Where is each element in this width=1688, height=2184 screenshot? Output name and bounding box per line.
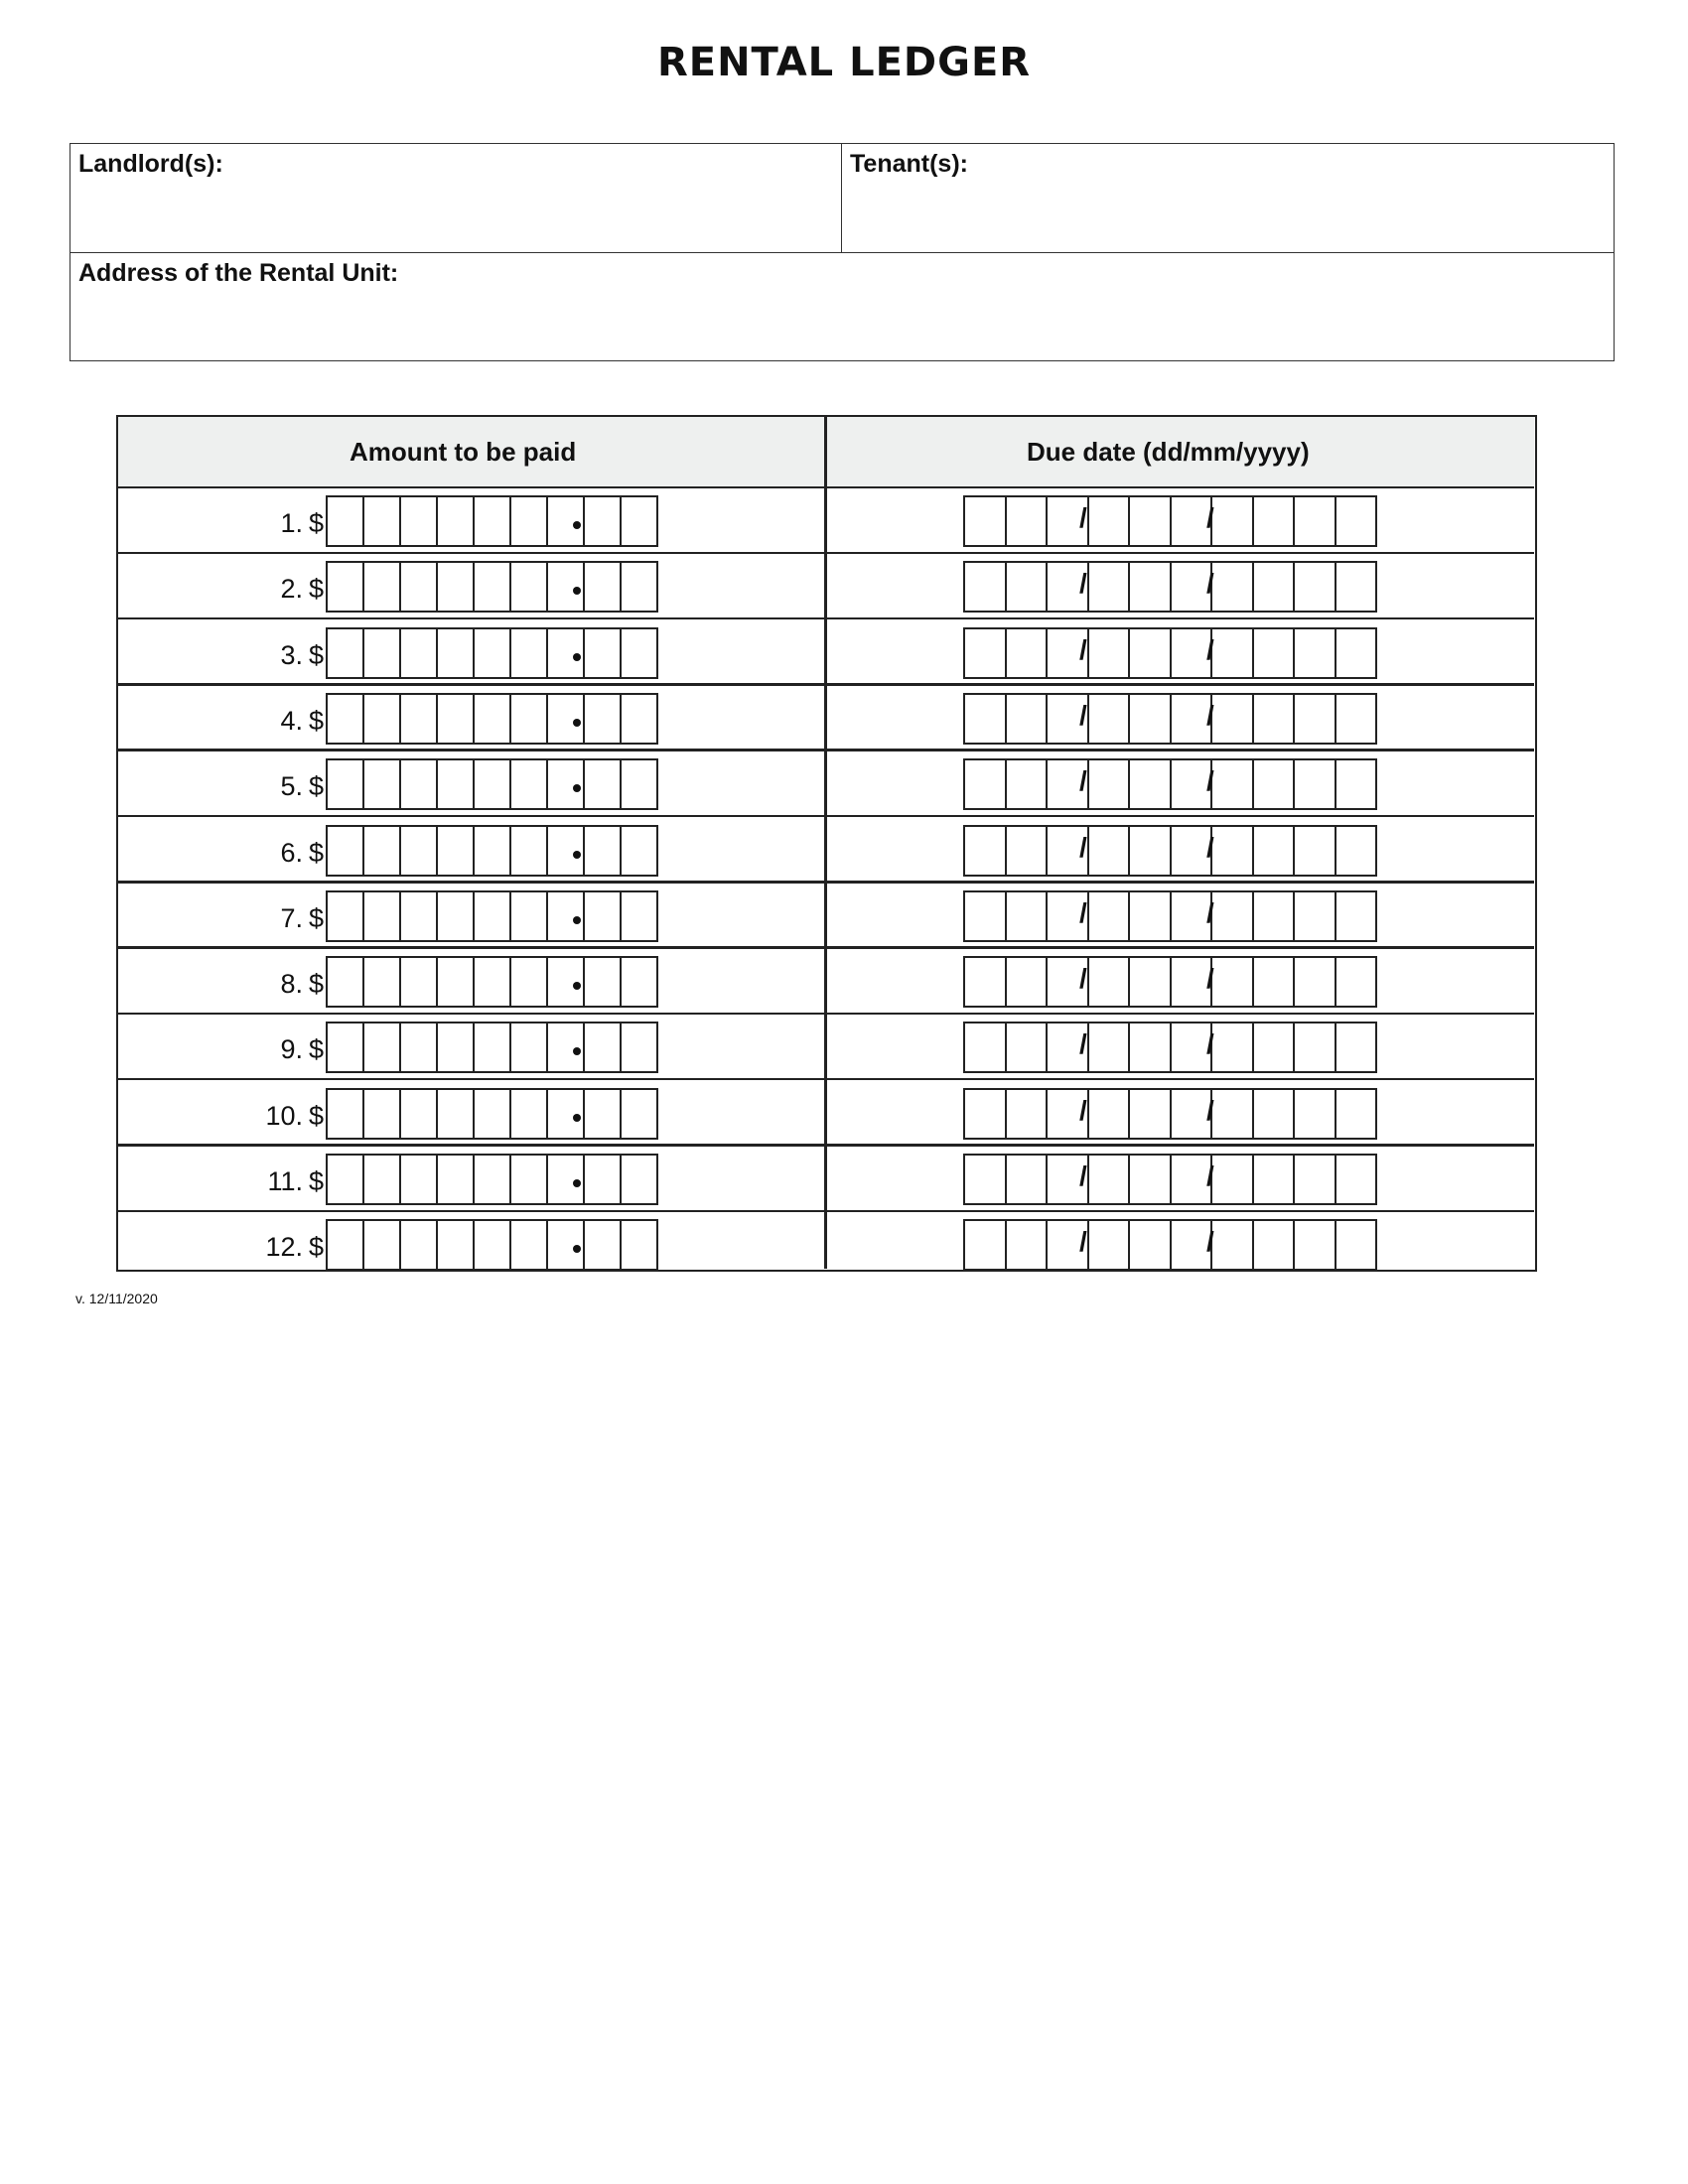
amount-digit-box[interactable] <box>399 825 438 877</box>
date-digit-box[interactable] <box>1005 1088 1049 1140</box>
date-digit-box[interactable] <box>1128 627 1172 679</box>
date-digit-box[interactable] <box>1005 495 1049 547</box>
amount-digit-box[interactable] <box>436 693 475 745</box>
date-digit-box[interactable] <box>1128 1219 1172 1271</box>
date-digit-box[interactable] <box>1087 693 1131 745</box>
date-digit-box[interactable] <box>1210 693 1254 745</box>
dollar-sign: $ <box>309 705 325 736</box>
date-digit-box[interactable] <box>1335 956 1378 1008</box>
amount-digit-box[interactable] <box>473 561 511 613</box>
date-separator: / <box>1079 699 1087 731</box>
dollar-sign: $ <box>309 574 325 605</box>
amount-digit-box[interactable] <box>620 1022 658 1073</box>
date-digit-box[interactable] <box>1293 956 1336 1008</box>
date-separator: / <box>1206 633 1214 665</box>
amount-digit-box[interactable] <box>326 495 364 547</box>
date-digit-box[interactable] <box>963 627 1007 679</box>
due-date-input[interactable] <box>963 627 1375 679</box>
date-separator: / <box>1206 1160 1214 1191</box>
date-separator: / <box>1079 1226 1087 1258</box>
due-date-column-header: Due date (dd/mm/yyyy) <box>1027 437 1310 467</box>
amount-digit-box[interactable] <box>326 561 364 613</box>
ledger-row <box>118 884 1534 949</box>
date-digit-box[interactable] <box>1005 1154 1049 1205</box>
date-separator: / <box>1206 963 1214 995</box>
row-number: 12. <box>265 1232 303 1263</box>
date-digit-box[interactable] <box>1210 495 1254 547</box>
dollar-sign: $ <box>309 1232 325 1263</box>
date-digit-box[interactable] <box>1128 1022 1172 1073</box>
amount-input[interactable] <box>326 956 656 1008</box>
date-digit-box[interactable] <box>1087 561 1131 613</box>
date-digit-box[interactable] <box>1293 495 1336 547</box>
due-date-input[interactable] <box>963 890 1375 942</box>
date-separator: / <box>1079 1094 1087 1126</box>
date-separator: / <box>1079 896 1087 928</box>
date-digit-box[interactable] <box>1293 561 1336 613</box>
decimal-point <box>573 916 581 924</box>
amount-input[interactable] <box>326 1154 656 1205</box>
date-digit-box[interactable] <box>1087 1022 1131 1073</box>
amount-input[interactable] <box>326 825 656 877</box>
amount-digit-box[interactable] <box>620 627 658 679</box>
amount-input[interactable] <box>326 561 656 613</box>
ledger-row <box>118 1212 1534 1278</box>
due-date-input[interactable] <box>963 1022 1375 1073</box>
date-digit-box[interactable] <box>1293 1022 1336 1073</box>
date-digit-box[interactable] <box>1252 758 1296 810</box>
landlord-field[interactable] <box>70 144 842 253</box>
dollar-sign: $ <box>309 1100 325 1131</box>
amount-digit-box[interactable] <box>473 825 511 877</box>
amount-digit-box[interactable] <box>362 1219 401 1271</box>
ledger-row <box>118 751 1534 817</box>
amount-digit-box[interactable] <box>509 758 548 810</box>
amount-input[interactable] <box>326 693 656 745</box>
ledger-row <box>118 1147 1534 1212</box>
ledger-table <box>116 415 1537 1272</box>
amount-digit-box[interactable] <box>326 627 364 679</box>
date-digit-box[interactable] <box>1293 825 1336 877</box>
row-number: 3. <box>280 639 303 670</box>
amount-digit-box[interactable] <box>399 758 438 810</box>
date-digit-box[interactable] <box>963 956 1007 1008</box>
row-number: 7. <box>280 902 303 933</box>
amount-digit-box[interactable] <box>509 890 548 942</box>
date-digit-box[interactable] <box>1128 758 1172 810</box>
amount-digit-box[interactable] <box>362 561 401 613</box>
amount-digit-box[interactable] <box>436 561 475 613</box>
date-digit-box[interactable] <box>1335 825 1378 877</box>
date-digit-box[interactable] <box>1252 1022 1296 1073</box>
tenant-label: Tenant(s): <box>850 150 968 178</box>
date-digit-box[interactable] <box>1335 1219 1378 1271</box>
row-number: 4. <box>280 705 303 736</box>
date-digit-box[interactable] <box>1210 890 1254 942</box>
amount-digit-box[interactable] <box>620 693 658 745</box>
due-date-input[interactable] <box>963 495 1375 547</box>
amount-digit-box[interactable] <box>583 627 622 679</box>
amount-digit-box[interactable] <box>362 956 401 1008</box>
amount-digit-box[interactable] <box>583 1219 622 1271</box>
amount-digit-box[interactable] <box>583 956 622 1008</box>
amount-digit-box[interactable] <box>399 627 438 679</box>
party-info-table <box>70 143 1615 361</box>
amount-digit-box[interactable] <box>326 1219 364 1271</box>
amount-digit-box[interactable] <box>326 825 364 877</box>
date-separator: / <box>1079 568 1087 600</box>
date-digit-box[interactable] <box>1293 1154 1336 1205</box>
amount-digit-box[interactable] <box>473 1219 511 1271</box>
date-digit-box[interactable] <box>1210 956 1254 1008</box>
amount-digit-box[interactable] <box>362 1088 401 1140</box>
date-separator: / <box>1079 963 1087 995</box>
date-digit-box[interactable] <box>1293 627 1336 679</box>
date-digit-box[interactable] <box>1087 825 1131 877</box>
amount-digit-box[interactable] <box>620 890 658 942</box>
date-separator: / <box>1206 896 1214 928</box>
date-digit-box[interactable] <box>1210 1219 1254 1271</box>
amount-digit-box[interactable] <box>583 561 622 613</box>
date-digit-box[interactable] <box>1128 825 1172 877</box>
row-number: 9. <box>280 1034 303 1065</box>
amount-digit-box[interactable] <box>509 825 548 877</box>
date-digit-box[interactable] <box>1087 495 1131 547</box>
due-date-input[interactable] <box>963 1154 1375 1205</box>
date-digit-box[interactable] <box>1252 825 1296 877</box>
amount-digit-box[interactable] <box>583 1154 622 1205</box>
date-digit-box[interactable] <box>1293 1219 1336 1271</box>
amount-digit-box[interactable] <box>436 758 475 810</box>
date-digit-box[interactable] <box>1252 1088 1296 1140</box>
dollar-sign: $ <box>309 969 325 1000</box>
amount-digit-box[interactable] <box>362 495 401 547</box>
amount-digit-box[interactable] <box>473 1022 511 1073</box>
date-digit-box[interactable] <box>1252 1219 1296 1271</box>
amount-input[interactable] <box>326 495 656 547</box>
date-digit-box[interactable] <box>1335 1088 1378 1140</box>
amount-digit-box[interactable] <box>326 693 364 745</box>
amount-digit-box[interactable] <box>362 825 401 877</box>
row-number: 6. <box>280 837 303 868</box>
date-digit-box[interactable] <box>1005 825 1049 877</box>
amount-digit-box[interactable] <box>473 627 511 679</box>
amount-input[interactable] <box>326 890 656 942</box>
amount-digit-box[interactable] <box>399 956 438 1008</box>
date-digit-box[interactable] <box>1210 627 1254 679</box>
amount-digit-box[interactable] <box>509 627 548 679</box>
amount-digit-box[interactable] <box>620 956 658 1008</box>
dollar-sign: $ <box>309 771 325 802</box>
tenant-field[interactable] <box>842 144 1614 253</box>
dollar-sign: $ <box>309 1166 325 1196</box>
date-digit-box[interactable] <box>1335 561 1378 613</box>
date-digit-box[interactable] <box>1210 825 1254 877</box>
amount-digit-box[interactable] <box>362 1154 401 1205</box>
amount-digit-box[interactable] <box>326 956 364 1008</box>
amount-digit-box[interactable] <box>399 1154 438 1205</box>
amount-digit-box[interactable] <box>620 1154 658 1205</box>
date-digit-box[interactable] <box>1087 1154 1131 1205</box>
dollar-sign: $ <box>309 837 325 868</box>
date-digit-box[interactable] <box>1210 1154 1254 1205</box>
amount-digit-box[interactable] <box>326 1154 364 1205</box>
date-separator: / <box>1206 1226 1214 1258</box>
amount-digit-box[interactable] <box>583 758 622 810</box>
amount-digit-box[interactable] <box>546 627 585 679</box>
amount-digit-box[interactable] <box>583 1022 622 1073</box>
amount-digit-box[interactable] <box>620 1088 658 1140</box>
amount-digit-box[interactable] <box>583 890 622 942</box>
amount-digit-box[interactable] <box>583 693 622 745</box>
amount-digit-box[interactable] <box>473 758 511 810</box>
date-digit-box[interactable] <box>1293 890 1336 942</box>
amount-digit-box[interactable] <box>326 1022 364 1073</box>
date-digit-box[interactable] <box>1128 693 1172 745</box>
date-separator: / <box>1206 1028 1214 1060</box>
amount-input[interactable] <box>326 627 656 679</box>
date-digit-box[interactable] <box>1252 627 1296 679</box>
ledger-row <box>118 554 1534 619</box>
amount-digit-box[interactable] <box>326 758 364 810</box>
amount-digit-box[interactable] <box>436 1219 475 1271</box>
date-separator: / <box>1079 633 1087 665</box>
amount-digit-box[interactable] <box>326 1088 364 1140</box>
date-digit-box[interactable] <box>1005 758 1049 810</box>
amount-digit-box[interactable] <box>436 956 475 1008</box>
ledger-row <box>118 686 1534 751</box>
amount-input[interactable] <box>326 758 656 810</box>
ledger-row <box>118 1015 1534 1080</box>
dollar-sign: $ <box>309 508 325 538</box>
decimal-point <box>573 719 581 727</box>
amount-digit-box[interactable] <box>399 561 438 613</box>
date-digit-box[interactable] <box>1293 1088 1336 1140</box>
row-number: 8. <box>280 969 303 1000</box>
dollar-sign: $ <box>309 1034 325 1065</box>
amount-digit-box[interactable] <box>436 825 475 877</box>
ledger-row <box>118 620 1534 686</box>
amount-digit-box[interactable] <box>620 495 658 547</box>
amount-digit-box[interactable] <box>436 627 475 679</box>
date-digit-box[interactable] <box>1005 1022 1049 1073</box>
date-digit-box[interactable] <box>1293 693 1336 745</box>
date-digit-box[interactable] <box>1210 1088 1254 1140</box>
row-number: 2. <box>280 574 303 605</box>
amount-digit-box[interactable] <box>362 758 401 810</box>
date-separator: / <box>1206 568 1214 600</box>
amount-digit-box[interactable] <box>473 890 511 942</box>
date-digit-box[interactable] <box>1252 693 1296 745</box>
due-date-input[interactable] <box>963 758 1375 810</box>
due-date-input[interactable] <box>963 693 1375 745</box>
decimal-point <box>573 653 581 661</box>
amount-digit-box[interactable] <box>399 693 438 745</box>
amount-input[interactable] <box>326 1022 656 1073</box>
amount-digit-box[interactable] <box>620 825 658 877</box>
dollar-sign: $ <box>309 902 325 933</box>
date-digit-box[interactable] <box>1210 1022 1254 1073</box>
due-date-input[interactable] <box>963 1088 1375 1140</box>
date-digit-box[interactable] <box>1128 561 1172 613</box>
date-digit-box[interactable] <box>1252 495 1296 547</box>
ledger-row <box>118 949 1534 1015</box>
date-digit-box[interactable] <box>963 693 1007 745</box>
row-number: 11. <box>267 1166 303 1196</box>
decimal-point <box>573 1114 581 1122</box>
ledger-row <box>118 818 1534 884</box>
amount-digit-box[interactable] <box>620 561 658 613</box>
amount-digit-box[interactable] <box>509 1219 548 1271</box>
document-title: RENTAL LEDGER <box>656 40 1032 85</box>
date-separator: / <box>1206 502 1214 533</box>
date-separator: / <box>1079 502 1087 533</box>
date-digit-box[interactable] <box>1293 758 1336 810</box>
date-digit-box[interactable] <box>1335 1022 1378 1073</box>
date-digit-box[interactable] <box>963 1219 1007 1271</box>
date-digit-box[interactable] <box>1210 758 1254 810</box>
address-field[interactable] <box>70 253 1614 360</box>
due-date-input[interactable] <box>963 956 1375 1008</box>
amount-digit-box[interactable] <box>399 1219 438 1271</box>
date-digit-box[interactable] <box>963 1022 1007 1073</box>
date-digit-box[interactable] <box>1005 693 1049 745</box>
date-digit-box[interactable] <box>1210 561 1254 613</box>
amount-digit-box[interactable] <box>509 1154 548 1205</box>
amount-digit-box[interactable] <box>362 693 401 745</box>
address-label: Address of the Rental Unit: <box>78 259 399 287</box>
date-digit-box[interactable] <box>1005 890 1049 942</box>
date-digit-box[interactable] <box>1335 693 1378 745</box>
due-date-input[interactable] <box>963 1219 1375 1271</box>
amount-input[interactable] <box>326 1088 656 1140</box>
date-digit-box[interactable] <box>1335 1154 1378 1205</box>
date-digit-box[interactable] <box>1128 495 1172 547</box>
amount-digit-box[interactable] <box>473 956 511 1008</box>
amount-digit-box[interactable] <box>509 1088 548 1140</box>
due-date-input[interactable] <box>963 825 1375 877</box>
date-digit-box[interactable] <box>963 825 1007 877</box>
amount-digit-box[interactable] <box>399 890 438 942</box>
amount-digit-box[interactable] <box>583 495 622 547</box>
amount-digit-box[interactable] <box>436 890 475 942</box>
amount-digit-box[interactable] <box>620 1219 658 1271</box>
amount-digit-box[interactable] <box>583 825 622 877</box>
date-digit-box[interactable] <box>1087 627 1131 679</box>
date-digit-box[interactable] <box>1252 1154 1296 1205</box>
date-separator: / <box>1206 699 1214 731</box>
date-digit-box[interactable] <box>1335 890 1378 942</box>
decimal-point <box>573 521 581 529</box>
date-digit-box[interactable] <box>1087 758 1131 810</box>
amount-digit-box[interactable] <box>436 495 475 547</box>
row-number: 5. <box>280 771 303 802</box>
date-digit-box[interactable] <box>1128 1154 1172 1205</box>
date-separator: / <box>1079 1160 1087 1191</box>
date-digit-box[interactable] <box>963 495 1007 547</box>
amount-digit-box[interactable] <box>473 1088 511 1140</box>
dollar-sign: $ <box>309 639 325 670</box>
date-digit-box[interactable] <box>1335 627 1378 679</box>
date-separator: / <box>1079 765 1087 797</box>
version-label: v. 12/11/2020 <box>75 1291 158 1306</box>
landlord-label: Landlord(s): <box>78 150 223 178</box>
date-digit-box[interactable] <box>1087 1219 1131 1271</box>
date-digit-box[interactable] <box>1128 890 1172 942</box>
date-digit-box[interactable] <box>963 1088 1007 1140</box>
amount-digit-box[interactable] <box>362 627 401 679</box>
decimal-point <box>573 1179 581 1187</box>
date-digit-box[interactable] <box>1087 1088 1131 1140</box>
date-separator: / <box>1206 765 1214 797</box>
date-digit-box[interactable] <box>963 561 1007 613</box>
ledger-row <box>118 1081 1534 1147</box>
date-digit-box[interactable] <box>963 758 1007 810</box>
date-digit-box[interactable] <box>1005 561 1049 613</box>
amount-digit-box[interactable] <box>399 1022 438 1073</box>
date-digit-box[interactable] <box>1128 956 1172 1008</box>
ledger-row <box>118 488 1534 554</box>
date-digit-box[interactable] <box>1335 495 1378 547</box>
row-number: 1. <box>280 508 303 538</box>
amount-digit-box[interactable] <box>362 1022 401 1073</box>
date-digit-box[interactable] <box>963 890 1007 942</box>
amount-column-header: Amount to be paid <box>350 437 577 467</box>
due-date-input[interactable] <box>963 561 1375 613</box>
amount-digit-box[interactable] <box>399 1088 438 1140</box>
date-digit-box[interactable] <box>963 1154 1007 1205</box>
amount-digit-box[interactable] <box>509 561 548 613</box>
amount-digit-box[interactable] <box>473 1154 511 1205</box>
date-digit-box[interactable] <box>1005 1219 1049 1271</box>
amount-digit-box[interactable] <box>546 825 585 877</box>
date-digit-box[interactable] <box>1005 956 1049 1008</box>
date-digit-box[interactable] <box>1005 627 1049 679</box>
amount-digit-box[interactable] <box>436 1088 475 1140</box>
amount-digit-box[interactable] <box>509 693 548 745</box>
amount-digit-box[interactable] <box>326 890 364 942</box>
amount-digit-box[interactable] <box>399 495 438 547</box>
amount-digit-box[interactable] <box>473 495 511 547</box>
amount-digit-box[interactable] <box>436 1022 475 1073</box>
date-separator: / <box>1079 1028 1087 1060</box>
date-separator: / <box>1079 831 1087 863</box>
amount-digit-box[interactable] <box>583 1088 622 1140</box>
date-digit-box[interactable] <box>1087 956 1131 1008</box>
date-separator: / <box>1206 831 1214 863</box>
date-digit-box[interactable] <box>1252 890 1296 942</box>
decimal-point <box>573 851 581 859</box>
date-digit-box[interactable] <box>1087 890 1131 942</box>
date-digit-box[interactable] <box>1335 758 1378 810</box>
date-digit-box[interactable] <box>1252 956 1296 1008</box>
amount-digit-box[interactable] <box>509 1022 548 1073</box>
amount-digit-box[interactable] <box>362 890 401 942</box>
date-digit-box[interactable] <box>1128 1088 1172 1140</box>
amount-digit-box[interactable] <box>436 1154 475 1205</box>
amount-digit-box[interactable] <box>473 693 511 745</box>
date-digit-box[interactable] <box>1252 561 1296 613</box>
amount-digit-box[interactable] <box>509 956 548 1008</box>
date-separator: / <box>1206 1094 1214 1126</box>
amount-input[interactable] <box>326 1219 656 1271</box>
row-number: 10. <box>265 1100 303 1131</box>
amount-digit-box[interactable] <box>620 758 658 810</box>
amount-digit-box[interactable] <box>509 495 548 547</box>
